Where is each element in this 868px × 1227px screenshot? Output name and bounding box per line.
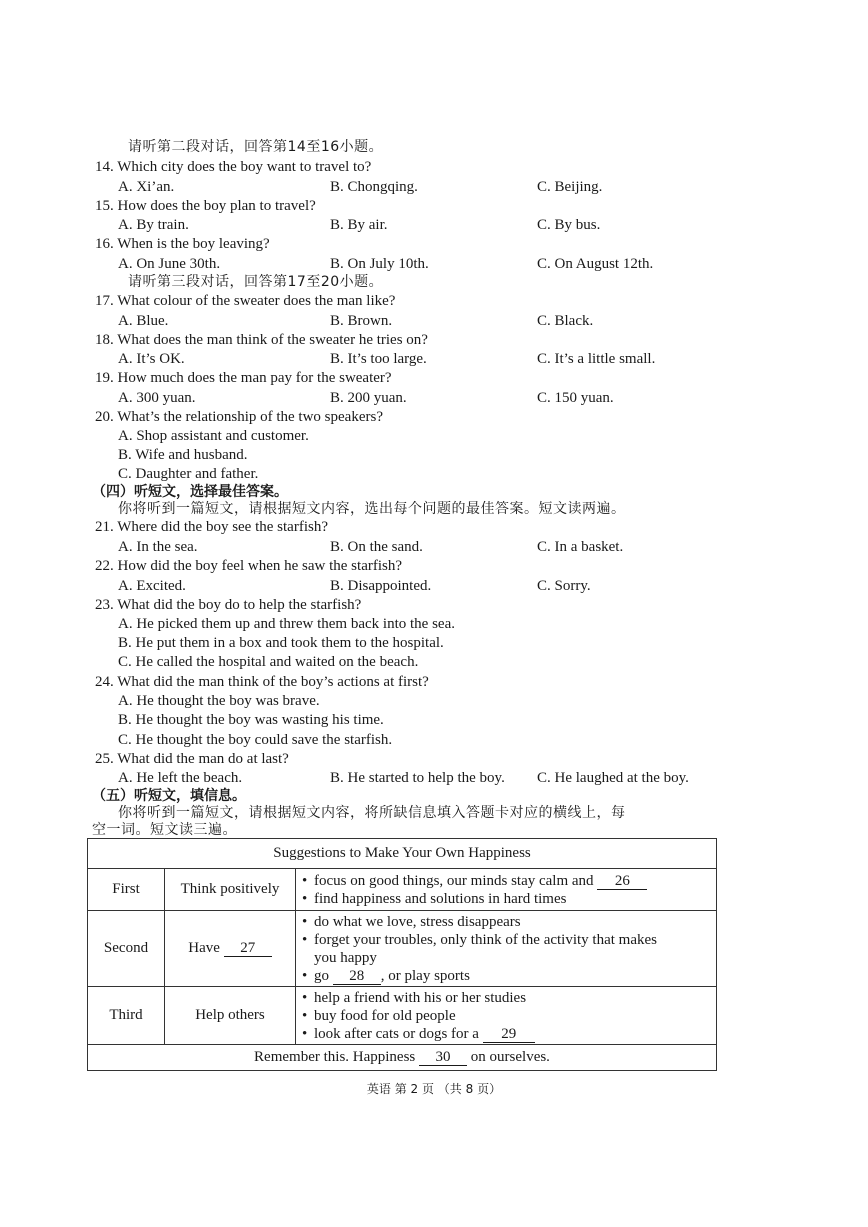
section-5-intro-line1: 你将听到一篇短文，请根据短文内容，将所缺信息填入答题卡对应的横线上，每 [118, 805, 626, 821]
q19-option-c: C. 150 yuan. [537, 390, 614, 406]
q25-option-a: A. He left the beach. [118, 770, 243, 786]
q17-option-b: B. Brown. [330, 313, 393, 329]
q18-option-c: C. It’s a little small. [537, 351, 656, 367]
page-footer: 英语 第 2 页 （共 8 页） [366, 1082, 502, 1096]
q15-option-b: B. By air. [330, 217, 388, 233]
row-label-first: First [88, 869, 165, 911]
q19-option-b: B. 200 yuan. [330, 390, 407, 406]
q18-option-a: A. It’s OK. [118, 351, 185, 367]
table-row [88, 987, 717, 1045]
question-22: 22. How did the boy feel when he saw the starfish? [95, 558, 403, 574]
q22-option-b: B. Disappointed. [330, 578, 432, 594]
row-main-second: Have 27 [165, 911, 296, 987]
q17-option-a: A. Blue. [118, 313, 169, 329]
q23-option-b: B. He put them in a box and took them to the hospital. [118, 635, 444, 651]
q18-option-b: B. It’s too large. [330, 351, 427, 367]
row-main-first: Think positively [165, 869, 296, 911]
q21-option-b: B. On the sand. [330, 539, 423, 555]
list-item: • help a friend with his or her studies [302, 989, 710, 1007]
blank-27[interactable]: 27 [224, 940, 272, 957]
question-19: 19. How much does the man pay for the sweater? [95, 370, 392, 386]
list-item: • buy food for old people [302, 1007, 710, 1025]
q16-option-c: C. On August 12th. [537, 256, 654, 272]
q24-option-c: C. He thought the boy could save the starfish. [118, 732, 393, 748]
q19-option-a: A. 300 yuan. [118, 390, 196, 406]
q22-option-a: A. Excited. [118, 578, 186, 594]
q25-option-c: C. He laughed at the boy. [537, 770, 689, 786]
row-bullets-second [296, 911, 717, 987]
blank-26[interactable]: 26 [597, 873, 647, 890]
q15-option-c: C. By bus. [537, 217, 601, 233]
question-15: 15. How does the boy plan to travel? [95, 198, 316, 214]
q24-option-a: A. He thought the boy was brave. [118, 693, 320, 709]
question-14: 14. Which city does the boy want to travel to? [95, 159, 372, 175]
q20-option-a: A. Shop assistant and customer. [118, 428, 309, 444]
row-bullets-first [296, 869, 717, 911]
q16-option-b: B. On July 10th. [330, 256, 429, 272]
q20-option-b: B. Wife and husband. [118, 447, 248, 463]
q24-option-b: B. He thought the boy was wasting his time. [118, 712, 384, 728]
row-label-third: Third [88, 987, 165, 1045]
list-item: • look after cats or dogs for a 29 [302, 1025, 710, 1043]
suggestions-table [87, 838, 717, 1071]
table-row [88, 911, 717, 987]
q16-option-a: A. On June 30th. [118, 256, 221, 272]
q20-option-c: C. Daughter and father. [118, 466, 259, 482]
table-row [88, 869, 717, 911]
question-16: 16. When is the boy leaving? [95, 236, 270, 252]
row-label-second: Second [88, 911, 165, 987]
question-20: 20. What’s the relationship of the two speakers? [95, 409, 383, 425]
blank-29[interactable]: 29 [483, 1026, 535, 1043]
question-23: 23. What did the boy do to help the starfish? [95, 597, 362, 613]
list-item: • go 28 , or play sports [302, 967, 710, 985]
question-21: 21. Where did the boy see the starfish? [95, 519, 328, 535]
blank-28[interactable]: 28 [333, 968, 381, 985]
q21-option-c: C. In a basket. [537, 539, 624, 555]
list-item: • focus on good things, our minds stay calm and 26 [302, 872, 710, 890]
section-4-title: （四）听短文，选择最佳答案。 [92, 484, 288, 500]
q25-option-b: B. He started to help the boy. [330, 770, 505, 786]
row-bullets-third [296, 987, 717, 1045]
q21-option-a: A. In the sea. [118, 539, 198, 555]
section-4-intro: 你将听到一篇短文，请根据短文内容，选出每个问题的最佳答案。短文读两遍。 [118, 501, 626, 517]
blank-30[interactable]: 30 [419, 1049, 467, 1066]
question-25: 25. What did the man do at last? [95, 751, 289, 767]
q23-option-c: C. He called the hospital and waited on the beach. [118, 654, 419, 670]
q17-option-c: C. Black. [537, 313, 594, 329]
part3-intro: 请听第三段对话，回答第17至20小题。 [128, 274, 384, 290]
list-item: • find happiness and solutions in hard times [302, 890, 710, 908]
q15-option-a: A. By train. [118, 217, 189, 233]
q14-option-b: B. Chongqing. [330, 179, 418, 195]
section-5-title: （五）听短文，填信息。 [92, 788, 246, 804]
section-5-intro-line2: 空一词。短文读三遍。 [92, 822, 237, 838]
question-17: 17. What colour of the sweater does the man like? [95, 293, 396, 309]
q14-option-c: C. Beijing. [537, 179, 603, 195]
list-item: • forget your troubles, only think of the activity that makes you happy [302, 931, 710, 967]
q22-option-c: C. Sorry. [537, 578, 591, 594]
q14-option-a: A. Xi’an. [118, 179, 175, 195]
question-18: 18. What does the man think of the sweater he tries on? [95, 332, 428, 348]
row-main-third: Help others [165, 987, 296, 1045]
part2-intro: 请听第二段对话，回答第14至16小题。 [128, 139, 384, 155]
question-24: 24. What did the man think of the boy’s actions at first? [95, 674, 429, 690]
q23-option-a: A. He picked them up and threw them back into the sea. [118, 616, 455, 632]
table-footer: Remember this. Happiness 30 on ourselves. [88, 1045, 717, 1071]
table-heading: Suggestions to Make Your Own Happiness [88, 839, 717, 869]
list-item: • do what we love, stress disappears [302, 913, 710, 931]
